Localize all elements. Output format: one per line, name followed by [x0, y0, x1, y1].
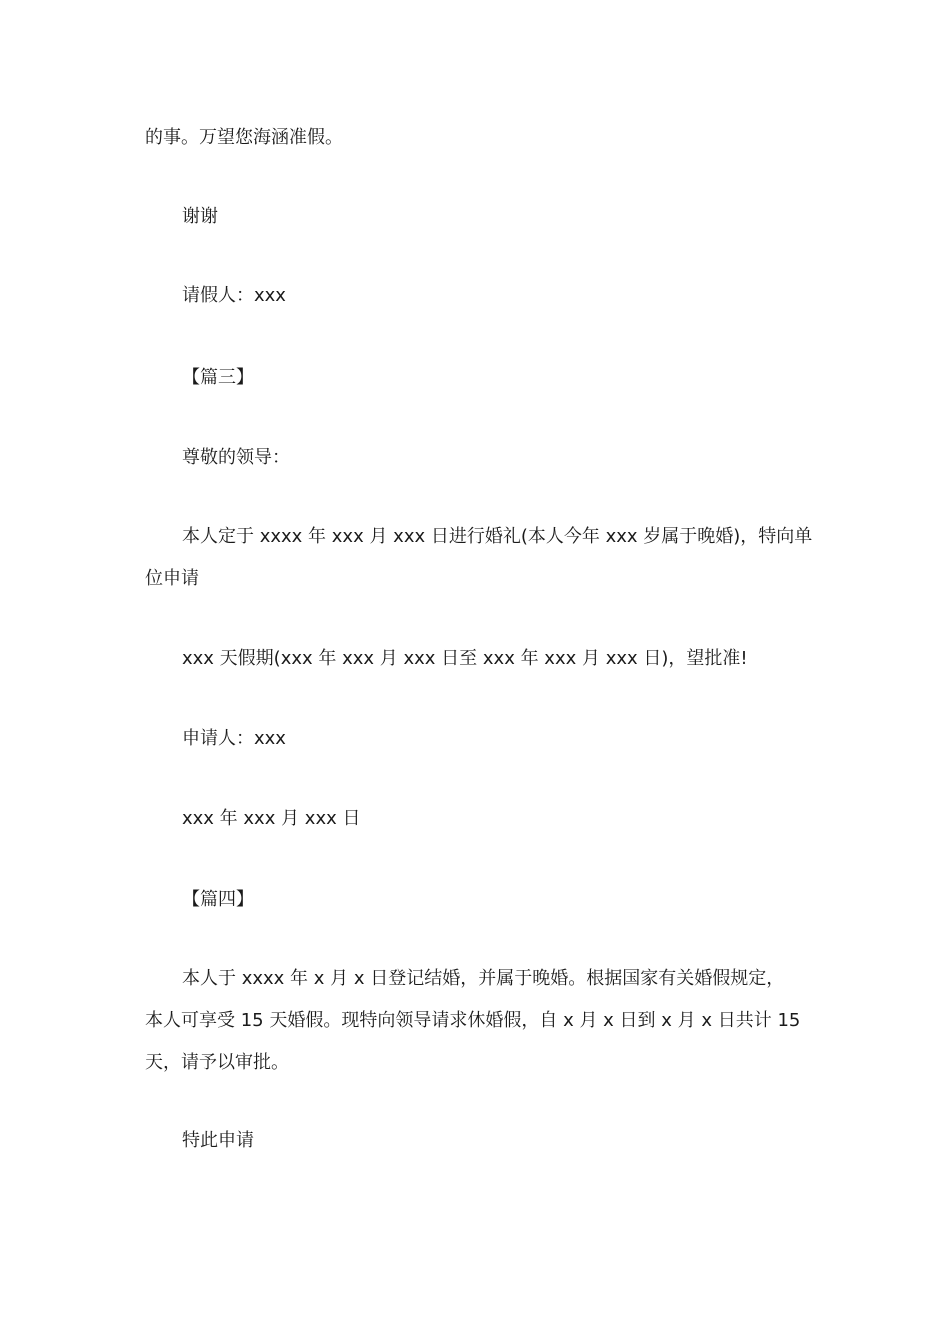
body-paragraph-line: 本人定于 xxxx 年 xxx 月 xxx 日进行婚礼(本人今年 xxx 岁属于晚婚)，特向单: [182, 526, 813, 547]
body-paragraph-line: xxx 天假期(xxx 年 xxx 月 xxx 日至 xxx 年 xxx 月 xxx 日)，望批准!: [182, 648, 748, 669]
body-paragraph-line: 天，请予以审批。: [145, 1052, 289, 1073]
salutation-line: 尊敬的领导：: [182, 447, 290, 468]
applicant-line: 申请人：xxx: [182, 728, 286, 749]
closing-line: 特此申请: [182, 1130, 254, 1151]
thanks-line: 谢谢: [182, 206, 218, 227]
section-heading-3: 【篇三】: [182, 367, 254, 388]
body-paragraph-line: 本人可享受 15 天婚假。现特向领导请求休婚假，自 x 月 x 日到 x 月 x 日共计 15: [145, 1010, 801, 1031]
applicant-line: 请假人：xxx: [182, 285, 286, 306]
date-line: xxx 年 xxx 月 xxx 日: [182, 808, 361, 829]
body-paragraph-line: 位申请: [145, 568, 199, 589]
paragraph-continuation: 的事。万望您海涵准假。: [145, 127, 343, 148]
body-paragraph-line: 本人于 xxxx 年 x 月 x 日登记结婚，并属于晚婚。根据国家有关婚假规定，: [182, 968, 785, 989]
section-heading-4: 【篇四】: [182, 889, 254, 910]
